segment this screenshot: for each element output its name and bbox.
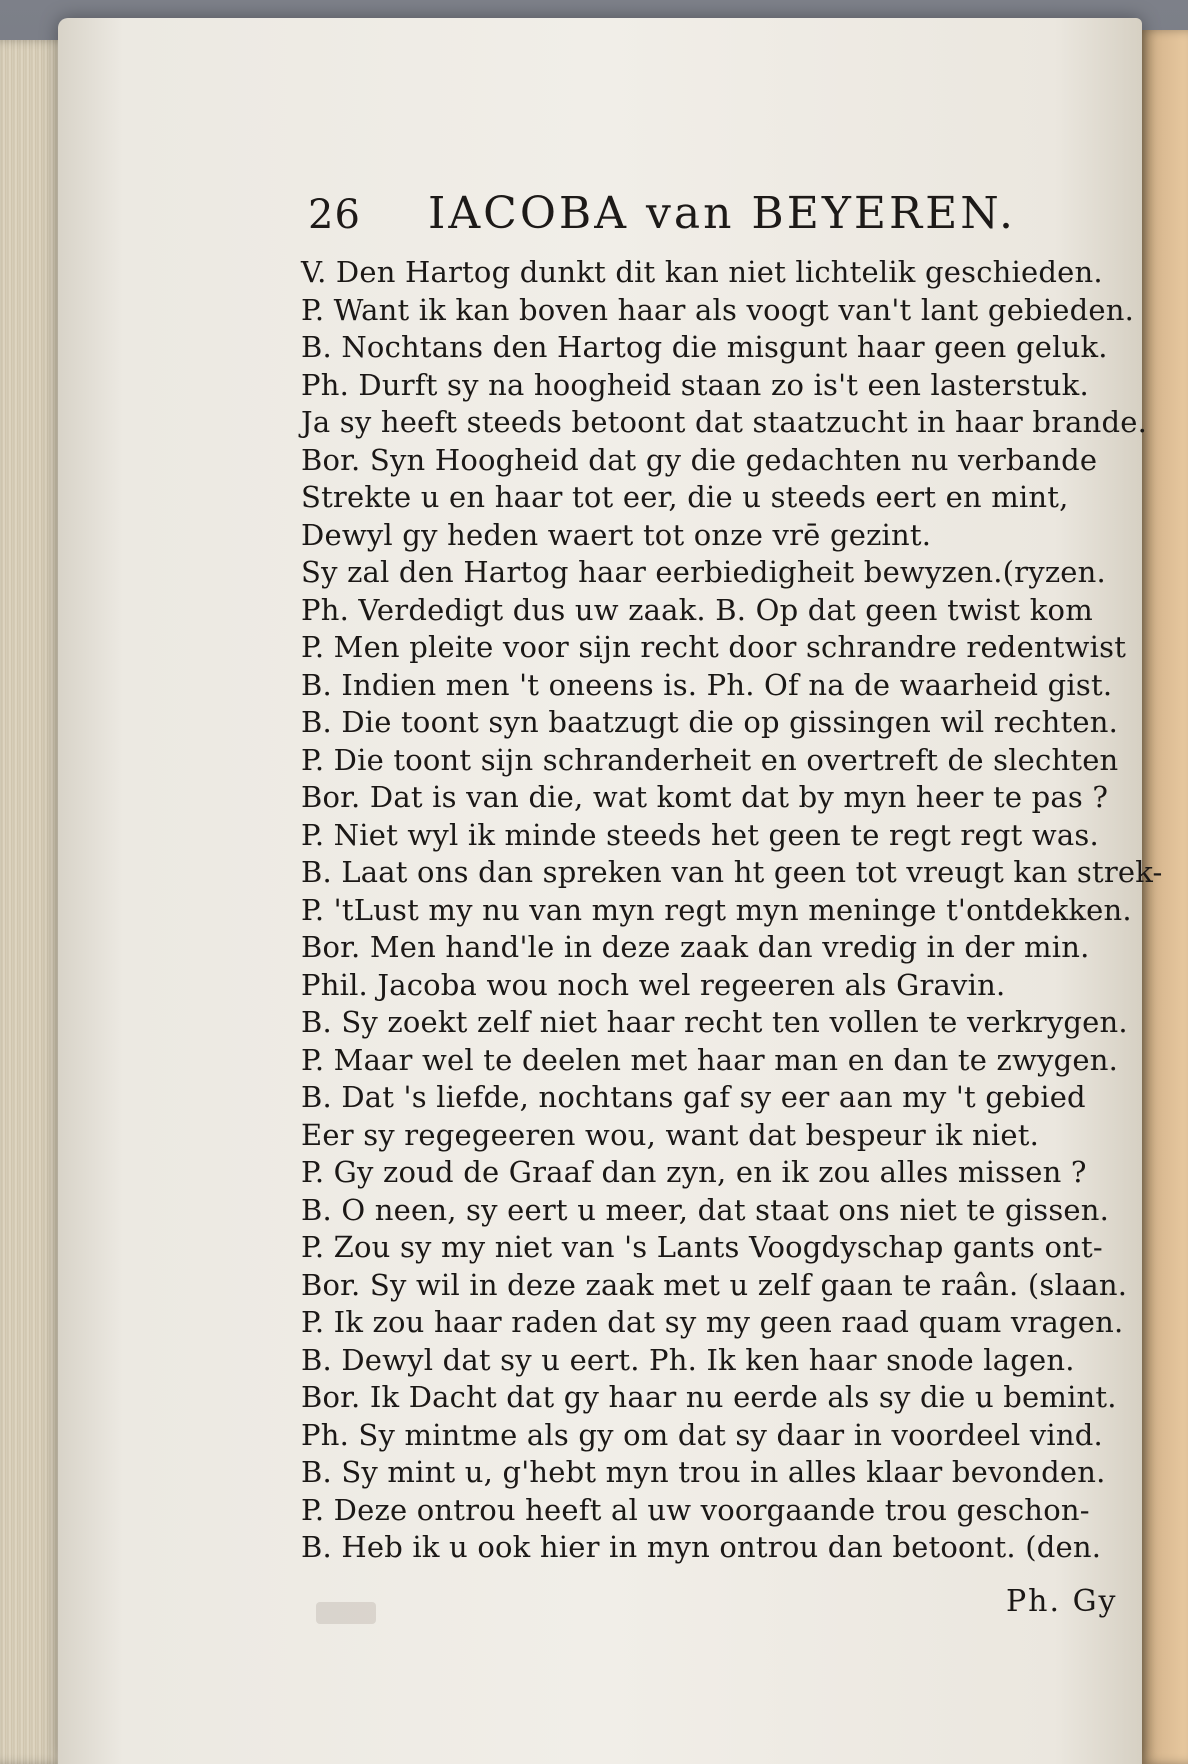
verse-line: B. Sy mint u, g'hebt myn trou in alles klaar bevonden.: [301, 1455, 1106, 1489]
page-header: [308, 188, 1058, 248]
verse-line: Phil. Jacoba wou noch wel regeeren als Gravin.: [301, 967, 1006, 1002]
verse-line: P. Want ik kan boven haar als voogt van't lant gebieden.: [301, 292, 1135, 327]
verse-line: P. Die toont sijn schranderheit en overtreft de slechten: [301, 742, 1119, 777]
verse-line: Eer sy regegeeren wou, want dat bespeur ik niet.: [301, 1117, 1039, 1152]
verse-line: P. Maar wel te deelen met haar man en dan te zwygen.: [301, 1042, 1119, 1077]
page-number: 26: [308, 192, 361, 238]
verse-line: Bor. Men hand'le in deze zaak dan vredig in der min.: [301, 930, 1090, 964]
show-through-mark: [316, 1602, 376, 1624]
verse-line: P. Deze ontrou heeft al uw voorgaande trou geschon-: [301, 1492, 1090, 1527]
verse-line: B. Nochtans den Hartog die misgunt haar geen geluk.: [301, 330, 1108, 364]
verse-line: B. Dewyl dat sy u eert. Ph. Ik ken haar snode lagen.: [301, 1342, 1075, 1377]
verse-line: Sy zal den Hartog haar eerbiedigheit bewyzen.(ryzen.: [301, 555, 1106, 589]
verse-line: Bor. Dat is van die, wat komt dat by myn heer te pas ?: [301, 780, 1109, 814]
verse-line: B. Indien men 't oneens is. Ph. Of na de waarheid gist.: [301, 667, 1113, 702]
verse-line: B. Heb ik u ook hier in myn ontrou dan betoont. (den.: [301, 1530, 1102, 1564]
verse-line: Ph. Verdedigt dus uw zaak. B. Op dat geen twist kom: [301, 592, 1093, 627]
verse-line: Dewyl gy heden waert tot onze vrē gezint.: [301, 517, 932, 552]
verse-line: Bor. Syn Hoogheid dat gy die gedachten nu verbande: [301, 442, 1098, 477]
verse-line: P. Ik zou haar raden dat sy my geen raad quam vragen.: [301, 1305, 1124, 1339]
verse-line: Strekte u en haar tot eer, die u steeds eert en mint,: [301, 480, 1069, 514]
verse-line: Ph. Sy mintme als gy om dat sy daar in voordeel vind.: [301, 1417, 1103, 1452]
verse-line: B. Dat 's liefde, nochtans gaf sy eer aan my 't gebied: [301, 1080, 1086, 1114]
verse-line: Bor. Sy wil in deze zaak met u zelf gaan te raân. (slaan.: [301, 1267, 1128, 1302]
verse-line: V. Den Hartog dunkt dit kan niet lichtelik geschieden.: [301, 255, 1103, 289]
verse-line: Ph. Durft sy na hoogheid staan zo is't een lasterstuk.: [301, 367, 1089, 402]
verse-line: B. Laat ons dan spreken van ht geen tot vreugt kan strek-: [301, 855, 1163, 889]
verse-line: B. Sy zoekt zelf niet haar recht ten vollen te verkrygen.: [301, 1005, 1128, 1039]
verse-line: P. Zou sy my niet van 's Lants Voogdyschap gants ont-: [301, 1230, 1103, 1264]
book-page: [58, 18, 1163, 1764]
verse-line: P. 'tLust my nu van myn regt myn meninge t'ontdekken.: [301, 892, 1132, 927]
verse-line: Ja sy heeft steeds betoont dat staatzucht in haar brande.: [301, 405, 1148, 439]
verse-line: P. Men pleite voor sijn recht door schrandre redentwist: [301, 630, 1127, 664]
verse-line: Bor. Ik Dacht dat gy haar nu eerde als sy die u bemint.: [301, 1380, 1117, 1414]
verse-line: P. Gy zoud de Graaf dan zyn, en ik zou alles missen ?: [301, 1155, 1087, 1189]
verse-line: B. O neen, sy eert u meer, dat staat ons niet te gissen.: [301, 1192, 1110, 1227]
verse-line: P. Niet wyl ik minde steeds het geen te regt regt was.: [301, 817, 1099, 852]
running-title: IACOBA van BEYEREN.: [428, 188, 1016, 239]
catchword: Ph. Gy: [1006, 1584, 1118, 1619]
verse-text: [301, 254, 1161, 1567]
verse-line: B. Die toont syn baatzugt die op gissingen wil rechten.: [301, 705, 1119, 739]
